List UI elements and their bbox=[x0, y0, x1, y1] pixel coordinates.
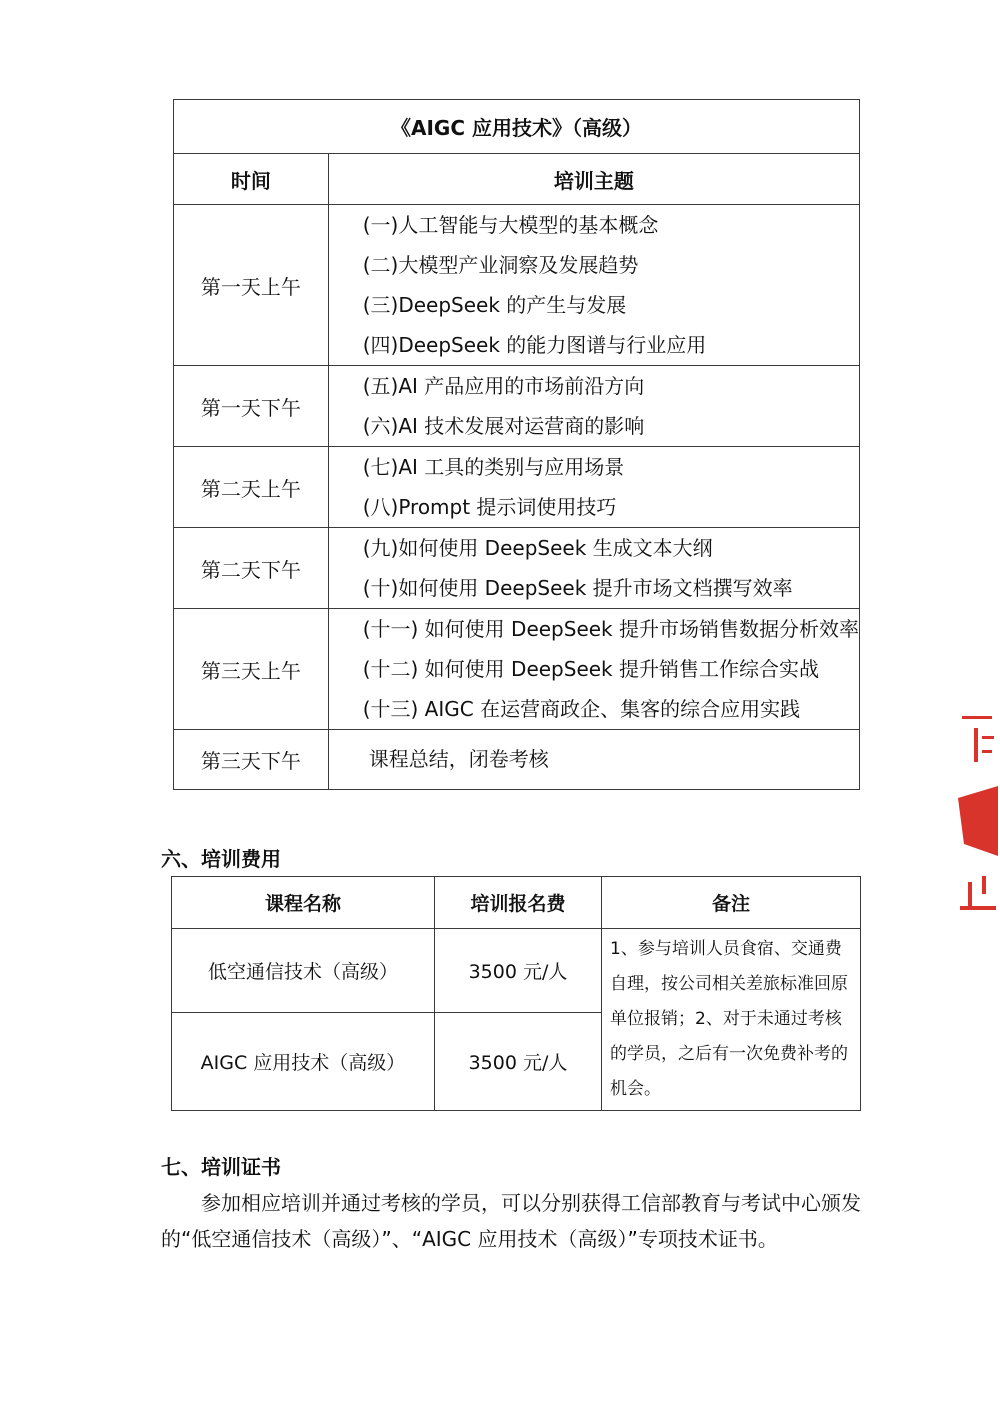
table-row bbox=[174, 609, 860, 730]
session-time: 第一天上午 bbox=[174, 205, 329, 366]
session-topics bbox=[328, 447, 859, 528]
header-fee: 培训报名费 bbox=[435, 877, 602, 929]
topic-item: (十)如何使用 DeepSeek 提升市场文档撰写效率 bbox=[362, 576, 793, 600]
session-time: 第二天下午 bbox=[174, 528, 329, 609]
fees-table bbox=[171, 876, 861, 1111]
certificate-text: 参加相应培训并通过考核的学员，可以分别获得工信部教育与考试中心颁发的“低空通信技术（高级）”、“AIGC 应用技术（高级）”专项技术证书。 bbox=[161, 1191, 861, 1251]
schedule-title: 《AIGC 应用技术》（高级） bbox=[174, 100, 860, 154]
session-topics bbox=[328, 205, 859, 366]
table-row bbox=[174, 528, 860, 609]
header-course: 课程名称 bbox=[172, 877, 435, 929]
topic-item: (十二) 如何使用 DeepSeek 提升销售工作综合实战 bbox=[362, 657, 819, 681]
topic-item: (九)如何使用 DeepSeek 生成文本大纲 bbox=[362, 536, 713, 560]
session-time: 第一天下午 bbox=[174, 366, 329, 447]
course-name: AIGC 应用技术（高级） bbox=[172, 1013, 435, 1111]
header-remarks: 备注 bbox=[602, 877, 861, 929]
course-fee: 3500 元/人 bbox=[435, 1013, 602, 1111]
topic-item: (十一) 如何使用 DeepSeek 提升市场销售数据分析效率 bbox=[362, 617, 859, 641]
topic-item: (一)人工智能与大模型的基本概念 bbox=[362, 213, 659, 237]
session-topics bbox=[328, 366, 859, 447]
session-time: 第三天上午 bbox=[174, 609, 329, 730]
topic-item: (六)AI 技术发展对运营商的影响 bbox=[362, 414, 645, 438]
course-fee: 3500 元/人 bbox=[435, 929, 602, 1013]
schedule-table bbox=[173, 99, 860, 790]
topic-item: (十三) AIGC 在运营商政企、集客的综合应用实践 bbox=[362, 697, 801, 721]
topic-item: (二)大模型产业洞察及发展趋势 bbox=[362, 253, 639, 277]
table-row bbox=[174, 730, 860, 790]
topic-item: 课程总结，闭卷考核 bbox=[368, 747, 549, 771]
session-topics bbox=[328, 730, 859, 790]
topic-item: (五)AI 产品应用的市场前沿方向 bbox=[362, 374, 645, 398]
fees-heading: 六、培训费用 bbox=[161, 847, 281, 871]
table-row bbox=[174, 447, 860, 528]
table-row bbox=[174, 366, 860, 447]
session-time: 第三天下午 bbox=[174, 730, 329, 790]
session-time: 第二天上午 bbox=[174, 447, 329, 528]
fees-remarks: 1、参与培训人员食宿、交通费自理，按公司相关差旅标准回原单位报销；2、对于未通过考核的学员，之后有一次免费补考的机会。 bbox=[602, 929, 861, 1111]
header-topic: 培训主题 bbox=[328, 154, 859, 205]
table-row bbox=[174, 205, 860, 366]
topic-item: (七)AI 工具的类别与应用场景 bbox=[362, 455, 625, 479]
session-topics bbox=[328, 528, 859, 609]
certificate-heading: 七、培训证书 bbox=[161, 1155, 281, 1179]
seal-stamp-icon bbox=[956, 706, 998, 920]
course-name: 低空通信技术（高级） bbox=[172, 929, 435, 1013]
topic-item: (三)DeepSeek 的产生与发展 bbox=[362, 293, 627, 317]
table-row bbox=[172, 929, 861, 1013]
topic-item: (八)Prompt 提示词使用技巧 bbox=[362, 495, 617, 519]
header-time: 时间 bbox=[174, 154, 329, 205]
topic-item: (四)DeepSeek 的能力图谱与行业应用 bbox=[362, 333, 707, 357]
session-topics bbox=[328, 609, 859, 730]
